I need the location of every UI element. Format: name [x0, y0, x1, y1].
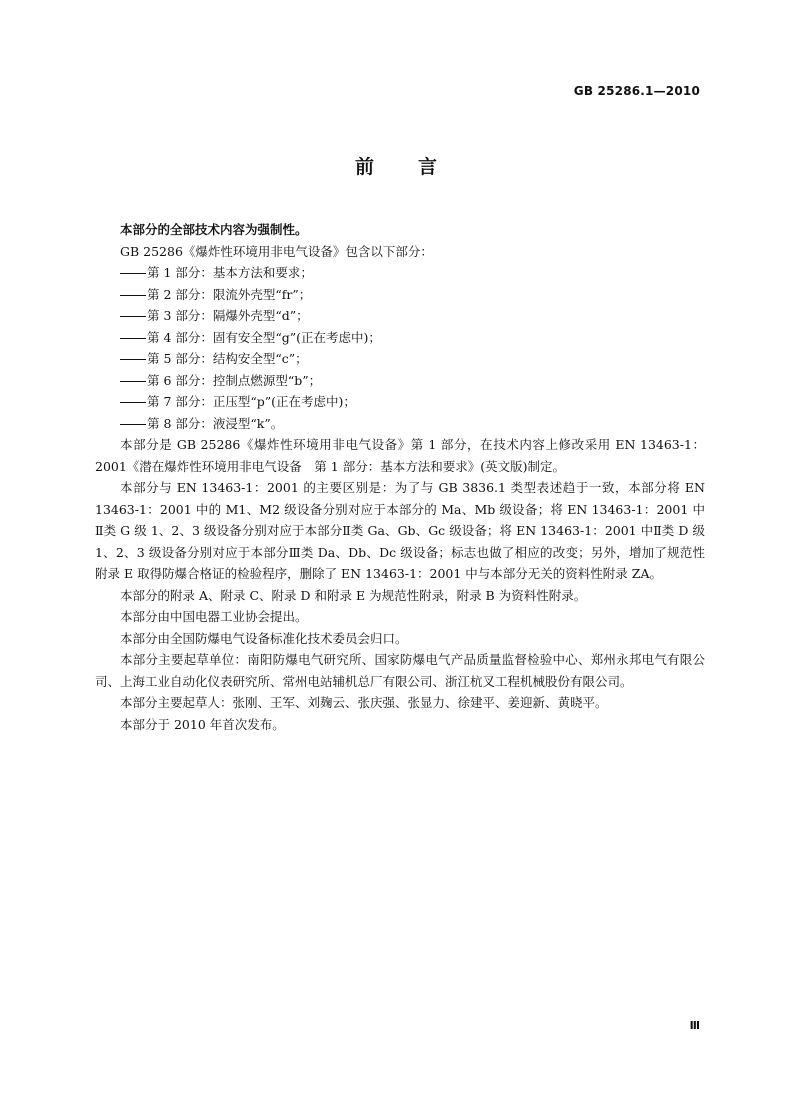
parts-list: [95, 262, 705, 434]
dash-icon: [120, 381, 146, 382]
part-label: 第 8 部分：液浸型“k”。: [147, 415, 284, 431]
part-label: 第 5 部分：结构安全型“c”；: [147, 351, 308, 366]
standard-number: GB 25286.1—2010: [573, 84, 700, 98]
page-title: 前言: [354, 156, 481, 178]
list-item: [95, 305, 705, 327]
page-number: Ⅲ: [689, 1019, 700, 1032]
foreword-body: [95, 219, 705, 735]
dash-icon: [120, 316, 146, 317]
list-item: [95, 327, 705, 349]
administered-by-paragraph: 本部分由全国防爆电气设备标准化技术委员会归口。: [120, 630, 408, 646]
list-item: [95, 391, 705, 413]
adoption-paragraph: 本部分是 GB 25286《爆炸性环境用非电气设备》第 1 部分，在技术内容上修改采用 EN 13463-1：2001《潜在爆炸性环境用非电气设备 第 1 部分：基本方法和要求》(英文版)制定。: [95, 437, 705, 474]
part-label: 第 1 部分：基本方法和要求；: [147, 265, 313, 280]
dash-icon: [120, 424, 146, 425]
dash-icon: [120, 273, 146, 274]
mandatory-note: 本部分的全部技术内容为强制性。: [120, 222, 308, 237]
list-item: [95, 413, 705, 435]
dash-icon: [120, 295, 146, 296]
list-item: [95, 262, 705, 284]
list-item: [95, 370, 705, 392]
part-label: 第 2 部分：限流外壳型“fr”；: [147, 286, 312, 302]
list-item: [95, 284, 705, 306]
dash-icon: [120, 359, 146, 360]
part-label: 第 3 部分：隔爆外壳型“d”；: [147, 308, 309, 323]
part-label: 第 4 部分：固有安全型“g”(正在考虑中)；: [147, 329, 381, 345]
list-item: [95, 348, 705, 370]
part-label: 第 7 部分：正压型“p”(正在考虑中)；: [147, 394, 356, 409]
part-label: 第 6 部分：控制点燃源型“b”；: [147, 372, 322, 388]
proposed-by-paragraph: 本部分由中国电器工业协会提出。: [120, 609, 308, 624]
dash-icon: [120, 402, 146, 403]
series-intro: GB 25286《爆炸性环境用非电气设备》包含以下部分：: [120, 243, 433, 259]
dash-icon: [120, 338, 146, 339]
annexes-paragraph: 本部分的附录 A、附录 C、附录 D 和附录 E 为规范性附录，附录 B 为资料性附录。: [120, 587, 587, 603]
differences-paragraph: 本部分与 EN 13463-1：2001 的主要区别是：为了与 GB 3836.1 类型表述趋于一致，本部分将 EN 13463-1：2001 中的 M1、M2 级设备分别对应于本部分的 Ma、Mb 级设备；将 EN 13463-1：2001 中Ⅱ类 G 级 1、2、3 级设备分别对应于本部分Ⅱ类 Ga、Gb、Gc 级设备；将 EN 13463-1：2001 中Ⅱ类 D 级 1、2、3 级设备分别对应于本部分Ⅲ类 Da、Db、Dc 级设备；标志也做了相应的改变；另外，增加了规范性附录 E 取得防爆合格证的检验程序，删除了 EN 13463-1：2001 中与本部分无关的资料性附录 ZA。: [95, 480, 705, 581]
first-issue-paragraph: 本部分于 2010 年首次发布。: [120, 716, 285, 732]
drafting-units-paragraph: 本部分主要起草单位：南阳防爆电气研究所、国家防爆电气产品质量监督检验中心、郑州永邦电气有限公司、上海工业自动化仪表研究所、常州电站辅机总厂有限公司、浙江杭叉工程机械股份有限公司。: [95, 652, 705, 689]
drafters-paragraph: 本部分主要起草人：张刚、王军、刘麹云、张庆强、张显力、徐建平、姜迎新、黄晓平。: [120, 695, 608, 710]
